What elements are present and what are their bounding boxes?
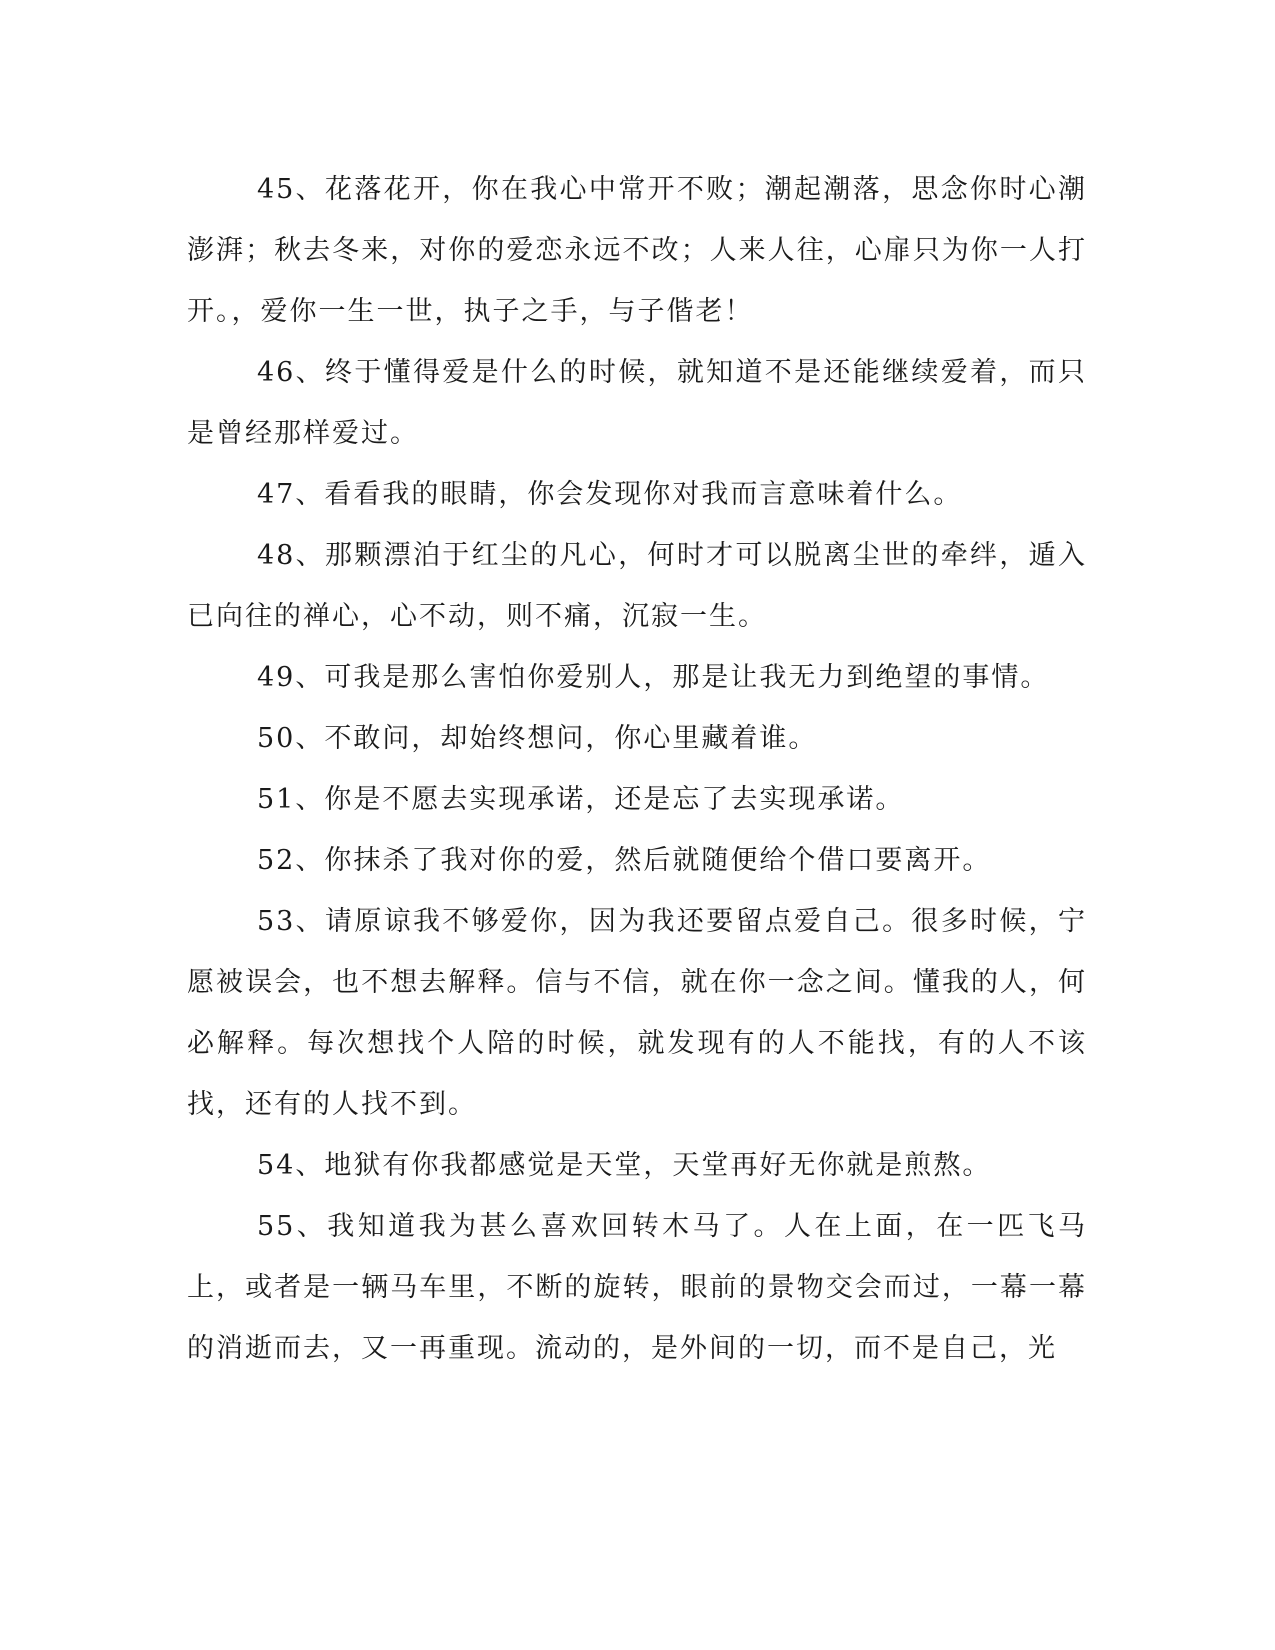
body-text <box>187 159 1087 1379</box>
paragraph-55: 55、我知道我为甚么喜欢回转木马了。人在上面，在一匹飞马上，或者是一辆马车里，不断的旋转，眼前的景物交会而过，一幕一幕的消逝而去，又一再重现。流动的，是外间的一切，而不是自己，光 <box>187 1211 1087 1364</box>
paragraph-54: 54、地狱有你我都感觉是天堂，天堂再好无你就是煎熬。 <box>257 1150 992 1181</box>
paragraph-53: 53、请原谅我不够爱你，因为我还要留点爱自己。很多时候，宁愿被误会，也不想去解释。信与不信，就在你一念之间。懂我的人，何必解释。每次想找个人陪的时候，就发现有的人不能找，有的人不该找，还有的人找不到。 <box>187 906 1087 1120</box>
paragraph-48: 48、那颗漂泊于红尘的凡心，何时才可以脱离尘世的牵绊，遁入已向往的禅心，心不动，则不痛，沉寂一生。 <box>187 540 1087 632</box>
paragraph-49: 49、可我是那么害怕你爱别人，那是让我无力到绝望的事情。 <box>257 662 1050 693</box>
paragraph-50: 50、不敢问，却始终想问，你心里藏着谁。 <box>257 723 818 754</box>
paragraph-52: 52、你抹杀了我对你的爱，然后就随便给个借口要离开。 <box>257 845 992 876</box>
paragraph-46: 46、终于懂得爱是什么的时候，就知道不是还能继续爱着，而只是曾经那样爱过。 <box>187 357 1087 449</box>
paragraph-47: 47、看看我的眼睛，你会发现你对我而言意味着什么。 <box>257 479 963 510</box>
paragraph-45: 45、花落花开，你在我心中常开不败；潮起潮落，思念你时心潮澎湃；秋去冬来，对你的爱恋永远不改；人来人往，心扉只为你一人打开。，爱你一生一世，执子之手，与子偕老！ <box>187 174 1087 327</box>
paragraph-51: 51、你是不愿去实现承诺，还是忘了去实现承诺。 <box>257 784 905 815</box>
